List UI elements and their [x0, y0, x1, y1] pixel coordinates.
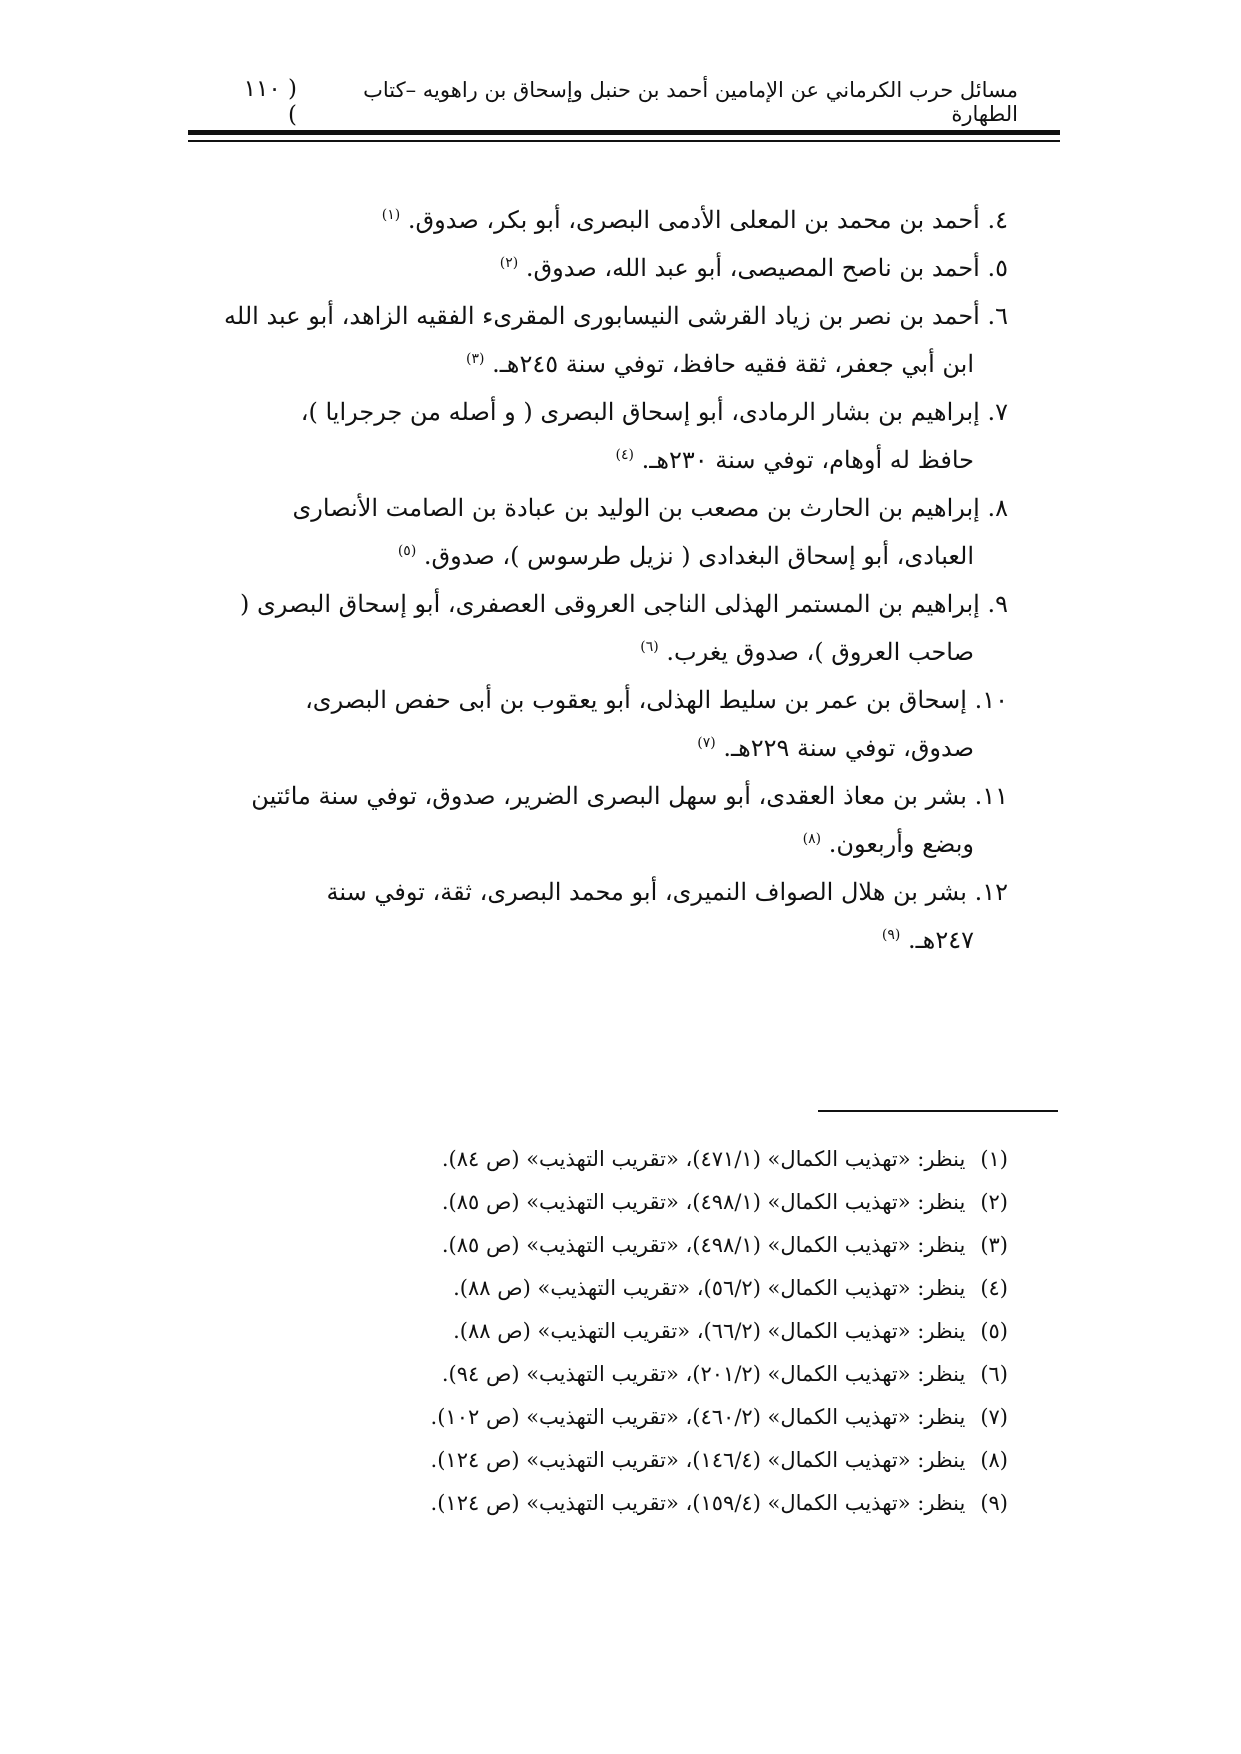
entry-text: إسحاق بن عمر بن سليط الهذلى، أبو يعقوب بن أبى حفص البصرى،: [305, 686, 967, 714]
entry-text: صاحب العروق )، صدوق يغرب.: [666, 638, 974, 666]
narrator-entry: [188, 196, 1008, 244]
entry-number: ٨.: [987, 494, 1008, 522]
entry-number: ٧.: [987, 398, 1008, 426]
main-text: [188, 196, 1008, 964]
footnotes: [188, 1138, 1008, 1525]
footnote-number: (٤): [980, 1276, 1008, 1300]
footnote-text: ينظر: «تهذيب الكمال» (٤٦٠/٢)، «تقريب التهذيب» (ص ١٠٢).: [430, 1405, 966, 1429]
entry-text: إبراهيم بن المستمر الهذلى الناجى العروقى العصفرى، أبو إسحاق البصرى (: [239, 590, 980, 618]
footnote-separator: [818, 1110, 1058, 1112]
narrator-entry: [188, 868, 1008, 916]
footnote: [188, 1353, 1008, 1396]
header-rule-thin: [188, 140, 1060, 142]
entry-text: أحمد بن ناصح المصيصى، أبو عبد الله، صدوق.: [525, 254, 980, 282]
footnote-text: ينظر: «تهذيب الكمال» (٢٠١/٢)، «تقريب التهذيب» (ص ٩٤).: [441, 1362, 966, 1386]
footnote-text: ينظر: «تهذيب الكمال» (٤٧١/١)، «تقريب التهذيب» (ص ٨٤).: [441, 1147, 966, 1171]
entry-text: ٢٤٧هـ.: [908, 926, 974, 954]
entry-text: وبضع وأربعون.: [828, 830, 974, 858]
footnote: [188, 1439, 1008, 1482]
footnote-reference[interactable]: (٦): [640, 639, 659, 655]
footnote-text: ينظر: «تهذيب الكمال» (٤٩٨/١)، «تقريب التهذيب» (ص ٨٥).: [441, 1233, 966, 1257]
entry-text: إبراهيم بن الحارث بن مصعب بن الوليد بن عبادة بن الصامت الأنصارى: [292, 494, 980, 522]
footnote-text: ينظر: «تهذيب الكمال» (٤٩٨/١)، «تقريب التهذيب» (ص ٨٥).: [441, 1190, 966, 1214]
footnote: [188, 1138, 1008, 1181]
narrator-entry: [188, 292, 1008, 340]
footnote-text: ينظر: «تهذيب الكمال» (٥٦/٢)، «تقريب التهذيب» (ص ٨٨).: [453, 1276, 966, 1300]
footnote-number: (٨): [980, 1448, 1008, 1472]
narrator-entry-continuation: [188, 436, 1008, 484]
narrator-entry: [188, 676, 1008, 724]
entry-number: ١٢.: [974, 878, 1008, 906]
footnote: [188, 1267, 1008, 1310]
entry-text: حافظ له أوهام، توفي سنة ٢٣٠هـ.: [641, 446, 974, 474]
entry-text: أحمد بن محمد بن المعلى الأدمى البصرى، أبو بكر، صدوق.: [407, 206, 980, 234]
narrator-entry: [188, 484, 1008, 532]
entry-text: أحمد بن نصر بن زياد القرشى النيسابورى المقرىء الفقيه الزاهد، أبو عبد الله: [224, 302, 980, 330]
entry-text: العبادى، أبو إسحاق البغدادى ( نزيل طرسوس )، صدوق.: [423, 542, 974, 570]
footnote: [188, 1224, 1008, 1267]
narrator-entry-continuation: [188, 820, 1008, 868]
footnote-text: ينظر: «تهذيب الكمال» (٦٦/٢)، «تقريب التهذيب» (ص ٨٨).: [453, 1319, 966, 1343]
footnote-number: (٢): [980, 1190, 1008, 1214]
entry-text: إبراهيم بن بشار الرمادى، أبو إسحاق البصرى ( و أصله من جرجرايا )،: [300, 398, 980, 426]
narrator-entry-continuation: [188, 628, 1008, 676]
page-number: ( ١١٠ ): [243, 76, 297, 128]
running-header: [228, 76, 1018, 128]
footnote-text: ينظر: «تهذيب الكمال» (١٤٦/٤)، «تقريب التهذيب» (ص ١٢٤).: [430, 1448, 966, 1472]
footnote-reference[interactable]: (٨): [802, 831, 822, 847]
footnote: [188, 1181, 1008, 1224]
entry-number: ٩.: [987, 590, 1008, 618]
footnote-reference[interactable]: (١): [381, 207, 401, 223]
narrator-entry-continuation: [188, 532, 1008, 580]
narrator-entry-continuation: [188, 916, 1008, 964]
footnote-number: (٣): [980, 1233, 1008, 1257]
footnote-reference[interactable]: (٤): [615, 447, 635, 463]
narrator-entry: [188, 388, 1008, 436]
entry-text: صدوق، توفي سنة ٢٢٩هـ.: [723, 734, 974, 762]
footnote-number: (٦): [980, 1362, 1008, 1386]
header-rule-thick: [188, 130, 1060, 135]
entry-number: ١١.: [974, 782, 1008, 810]
footnote-reference[interactable]: (٩): [881, 927, 901, 943]
entry-number: ١٠.: [974, 686, 1008, 714]
entry-number: ٥.: [987, 254, 1008, 282]
footnote-reference[interactable]: (٢): [499, 255, 519, 271]
header-title: مسائل حرب الكرماني عن الإمامين أحمد بن حنبل وإسحاق بن راهويه –كتاب الطهارة: [363, 78, 1018, 126]
footnote-reference[interactable]: (٥): [397, 543, 417, 559]
narrator-entry: [188, 580, 1008, 628]
narrator-entry: [188, 772, 1008, 820]
footnote-reference[interactable]: (٣): [466, 351, 485, 367]
entry-text: ابن أبي جعفر، ثقة فقيه حافظ، توفي سنة ٢٤٥هـ.: [492, 350, 974, 378]
footnote-number: (٥): [980, 1319, 1008, 1343]
entry-number: ٤.: [987, 206, 1008, 234]
footnote: [188, 1310, 1008, 1353]
footnote-reference[interactable]: (٧): [697, 735, 716, 751]
footnote-text: ينظر: «تهذيب الكمال» (١٥٩/٤)، «تقريب التهذيب» (ص ١٢٤).: [430, 1491, 966, 1515]
entry-text: بشر بن معاذ العقدى، أبو سهل البصرى الضرير، صدوق، توفي سنة مائتين: [251, 782, 967, 810]
footnote-number: (٧): [980, 1405, 1008, 1429]
entry-text: بشر بن هلال الصواف النميرى، أبو محمد البصرى، ثقة، توفي سنة: [326, 878, 967, 906]
footnote-number: (٩): [980, 1491, 1008, 1515]
footnote: [188, 1396, 1008, 1439]
narrator-entry: [188, 244, 1008, 292]
narrator-entry-continuation: [188, 724, 1008, 772]
entry-number: ٦.: [987, 302, 1008, 330]
footnote-number: (١): [980, 1147, 1008, 1171]
footnote: [188, 1482, 1008, 1525]
narrator-entry-continuation: [188, 340, 1008, 388]
